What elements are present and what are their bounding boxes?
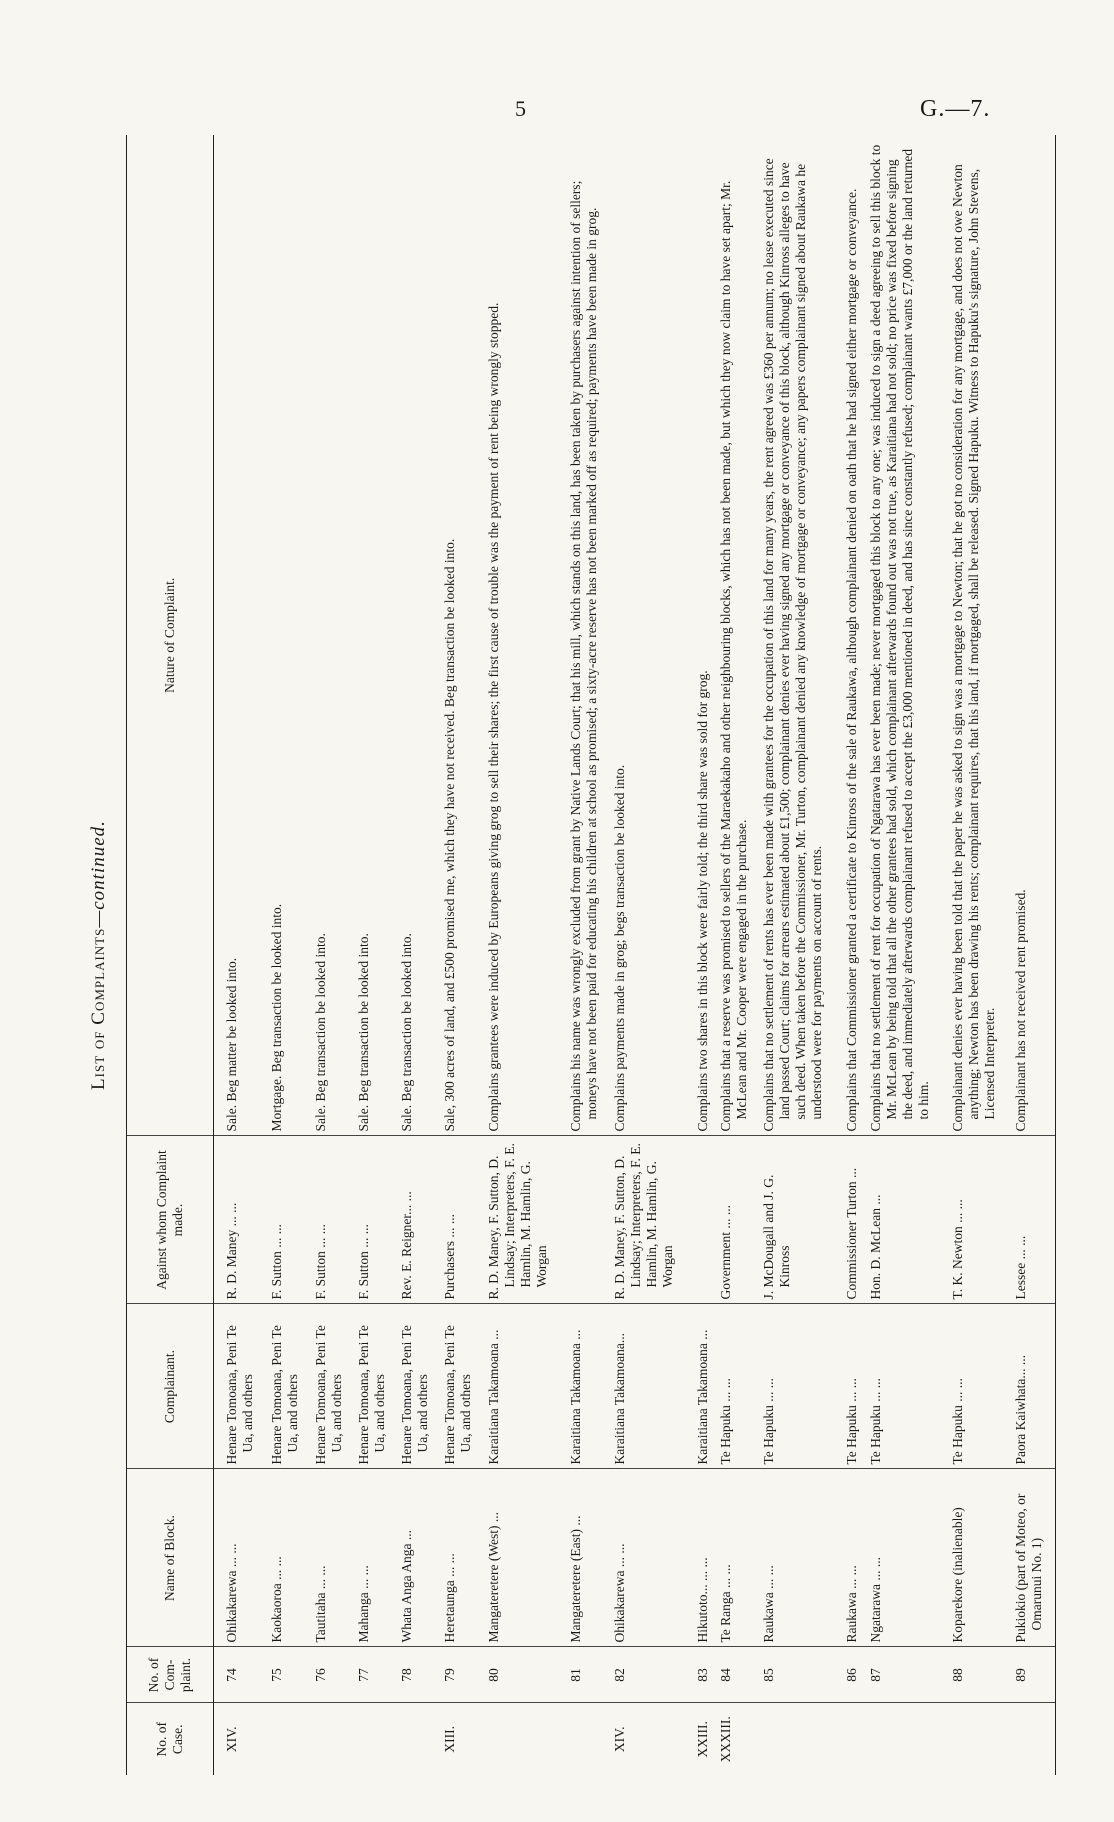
complaint-no-cell: 82 <box>610 1647 693 1703</box>
against-cell: Rev. E. Reigner... ... <box>397 1136 440 1304</box>
complaint-no-cell: 79 <box>440 1647 483 1703</box>
complaint-no-cell: 81 <box>566 1647 609 1703</box>
complaint-no-cell: 84 <box>716 1647 759 1703</box>
table-header-row <box>127 135 214 1775</box>
header-nature: Nature of Complaint. <box>127 135 214 1136</box>
block-name-cell: Ohikakarewa ... ... <box>214 1469 268 1647</box>
against-cell: Government ... ... <box>716 1136 759 1304</box>
complaint-no-cell: 89 <box>1011 1647 1055 1703</box>
block-name-cell: Hikutoto... ... ... <box>693 1469 716 1647</box>
against-cell: Lessee ... ... <box>1011 1136 1055 1304</box>
header-case-no: No. of Case. <box>127 1703 214 1775</box>
complainant-cell: Henare Tomoana, Peni Te Ua, and others <box>267 1304 310 1469</box>
block-name-cell: Ohikakarewa ... ... <box>610 1469 693 1647</box>
nature-cell: Complains that a reserve was promised to sellers of the Maraekakaho and other neighbouring blocks, which has not been made, but which they now claim to have set apart; Mr. McLean and Mr. Cooper were engaged in the purchase. <box>716 135 759 1136</box>
block-name-cell: Mangateretere (West) ... <box>484 1469 567 1647</box>
complaint-no-cell: 88 <box>948 1647 1011 1703</box>
against-cell: F. Sutton ... ... <box>354 1136 397 1304</box>
title-main: List of Complaints <box>88 927 109 1090</box>
case-no-cell <box>397 1703 440 1775</box>
nature-cell: Complains that Commissioner granted a certificate to Kinross of the sale of Raukawa, although complainant denied on oath that he had signed either mortgage or conveyance. <box>842 135 865 1136</box>
block-name-cell: Pukiokio (part of Moteo, or Omarunui No. 1) <box>1011 1469 1055 1647</box>
complaint-no-cell: 74 <box>214 1647 268 1703</box>
complaint-no-cell: 83 <box>693 1647 716 1703</box>
block-name-cell: Raukawa ... ... <box>842 1469 865 1647</box>
header-complaint-no: No. of Com- plaint. <box>127 1647 214 1703</box>
against-cell: T. K. Newton ... ... <box>948 1136 1011 1304</box>
case-no-cell <box>566 1703 609 1775</box>
table-row <box>484 135 567 1775</box>
page-title <box>80 135 118 1775</box>
table-row <box>866 135 949 1775</box>
complaint-no-cell: 77 <box>354 1647 397 1703</box>
against-cell: F. Sutton ... ... <box>267 1136 310 1304</box>
block-name-cell: Mahanga ... ... <box>354 1469 397 1647</box>
against-cell: Hon. D. McLean ... <box>866 1136 949 1304</box>
table-row <box>1011 135 1055 1775</box>
nature-cell: Mortgage. Beg transaction be looked into. <box>267 135 310 1136</box>
table-row <box>566 135 609 1775</box>
table-row <box>214 135 268 1775</box>
against-cell: R. D. Maney, F. Sutton, D. Lindsay; Interpreters, F. E. Hamlin, M. Hamlin, G. Worgan <box>610 1136 693 1304</box>
complainant-cell: Henare Tomoana, Peni Te Ua, and others <box>311 1304 354 1469</box>
complainant-cell: Karaitiana Takamoana ... <box>484 1304 567 1469</box>
block-name-cell: Whata Anga Anga ... <box>397 1469 440 1647</box>
case-no-cell <box>311 1703 354 1775</box>
block-name-cell: Tautitaha ... ... <box>311 1469 354 1647</box>
case-no-cell <box>1011 1703 1055 1775</box>
against-cell <box>693 1136 716 1304</box>
table-row <box>842 135 865 1775</box>
table-row <box>693 135 716 1775</box>
case-no-cell: XIII. <box>442 1725 458 1753</box>
table-row <box>267 135 310 1775</box>
nature-cell: Sale. Beg transaction be looked into. <box>311 135 354 1136</box>
complainant-cell: Karaitiana Takamoana ... <box>566 1304 609 1469</box>
block-name-cell: Kaokaoroa ... ... <box>267 1469 310 1647</box>
table-row <box>397 135 440 1775</box>
complainant-cell: Henare Tomoana, Peni Te Ua, and others <box>214 1304 268 1469</box>
case-no-cell <box>759 1703 842 1775</box>
case-no-cell <box>948 1703 1011 1775</box>
case-no-cell: XXXIII. <box>718 1716 734 1763</box>
case-no-cell: XIV. <box>224 1726 239 1753</box>
complaint-no-cell: 78 <box>397 1647 440 1703</box>
complainant-cell: Paora Kaiwhata... ... <box>1011 1304 1055 1469</box>
report-reference: G.—7. <box>920 96 991 122</box>
against-cell: Commissioner Turton ... <box>842 1136 865 1304</box>
complainant-cell: Te Hapuku ... ... <box>842 1304 865 1469</box>
complainant-cell: Te Hapuku ... ... <box>716 1304 759 1469</box>
complaints-table <box>126 135 1056 1775</box>
rotated-page-content <box>80 135 1060 1775</box>
header-block: Name of Block. <box>127 1469 214 1647</box>
case-no-cell <box>267 1703 310 1775</box>
nature-cell: Sale. Beg transaction be looked into. <box>354 135 397 1136</box>
page-number: 5 <box>515 96 526 121</box>
block-name-cell: Heretaunga ... ... <box>440 1469 483 1647</box>
nature-cell: Sale. Beg matter be looked into. <box>214 135 268 1136</box>
nature-cell: Complains that no settlement of rents has ever been made with grantees for the occupation of this land for many years, the rent agreed was £360 per annum; no lease executed since land passed Court; claims for arrears estimated about £1,500; complainant denies ever having signed any mortgage or conveyance of this block, although Kinross alleges to have such deed. When taken before the Commissioner, Mr. Turton, complainant denied any knowledge of mortgage or conveyance; any papers complainant signed about Raukawa he understood were for payments on account of rents. <box>759 135 842 1136</box>
against-cell: Purchasers ... ... <box>440 1136 483 1304</box>
complaint-no-cell: 75 <box>267 1647 310 1703</box>
against-cell: R. D. Maney, F. Sutton, D. Lindsay; Interpreters, F. E. Hamlin, M. Hamlin, G. Worgan <box>484 1136 567 1304</box>
complaint-no-cell: 80 <box>484 1647 567 1703</box>
nature-cell: Sale. Beg transaction be looked into. <box>397 135 440 1136</box>
header-against: Against whom Complaint made. <box>127 1136 214 1304</box>
case-no-cell: XXIII. <box>694 1721 710 1758</box>
table-row <box>610 135 693 1775</box>
against-cell <box>566 1136 609 1304</box>
table-row <box>759 135 842 1775</box>
complaint-no-cell: 76 <box>311 1647 354 1703</box>
block-name-cell: Te Ranga ... ... <box>716 1469 759 1647</box>
table-row <box>948 135 1011 1775</box>
title-suffix: —continued. <box>88 820 109 928</box>
nature-cell: Complains payments made in grog; begs transaction be looked into. <box>610 135 693 1136</box>
case-no-cell <box>484 1703 567 1775</box>
case-no-cell: XIV. <box>611 1726 627 1753</box>
nature-cell: Complains that no settlement of rent for occupation of Ngatarawa has ever been made; never mortgaged this block to any one; was induced to sign a deed agreeing to sell this block to Mr. McLean by being told that all the other grantees had sold, which complainant afterwards found out was not true, as Karaitiana had not sold; no price was fixed before signing the deed, and immediately afterwards complainant refused to accept the £3,000 mentioned in deed, and has since constantly refused; complainant wants £7,000 or the land returned to him. <box>866 135 949 1136</box>
case-no-cell <box>842 1703 865 1775</box>
against-cell: F. Sutton ... ... <box>311 1136 354 1304</box>
table-row <box>311 135 354 1775</box>
complaint-no-cell: 85 <box>759 1647 842 1703</box>
complainant-cell: Karaitiana Takamoana... <box>610 1304 693 1469</box>
complaint-no-cell: 86 <box>842 1647 865 1703</box>
complainant-cell: Karaitiana Takamoana ... <box>693 1304 716 1469</box>
table-row <box>716 135 759 1775</box>
complainant-cell: Henare Tomoana, Peni Te Ua, and others <box>440 1304 483 1469</box>
block-name-cell: Koparekore (inalienable) <box>948 1469 1011 1647</box>
table-row <box>354 135 397 1775</box>
block-name-cell: Mangateretere (East) ... <box>566 1469 609 1647</box>
complainant-cell: Henare Tomoana, Peni Te Ua, and others <box>354 1304 397 1469</box>
block-name-cell: Ngatarawa ... ... <box>866 1469 949 1647</box>
table-row <box>440 135 483 1775</box>
header-complainant: Complainant. <box>127 1304 214 1469</box>
against-cell: J. McDougall and J. G. Kinross <box>759 1136 842 1304</box>
nature-cell: Sale, 300 acres of land, and £500 promised me, which they have not received. Beg transaction be looked into. <box>440 135 483 1136</box>
against-cell: R. D. Maney ... ... <box>214 1136 268 1304</box>
case-no-cell <box>866 1703 949 1775</box>
nature-cell: Complains two shares in this block were fairly told; the third share was sold for grog. <box>693 135 716 1136</box>
nature-cell: Complainant has not received rent promised. <box>1011 135 1055 1136</box>
case-no-cell <box>354 1703 397 1775</box>
nature-cell: Complainant denies ever having been told that the paper he was asked to sign was a mortgage to Newton; that he got no consideration for any mortgage, and does not owe Newton anything; Newton has been drawing his rents; complainant requires, that his land, if mortgaged, shall be released. Signed Hapuku. Witness to Hapuku's signature, John Stevens, Licensed Interpreter. <box>948 135 1011 1136</box>
complainant-cell: Te Hapuku ... ... <box>759 1304 842 1469</box>
complainant-cell: Te Hapuku ... ... <box>866 1304 949 1469</box>
nature-cell: Complains his name was wrongly excluded from grant by Native Lands Court; that his mill, which stands on this land, has been taken by purchasers against intention of sellers; moneys have not been paid for educating his children at school as promised; a sixty-acre reserve has not been marked off as required; payments have been made in grog. <box>566 135 609 1136</box>
complaint-no-cell: 87 <box>866 1647 949 1703</box>
complainant-cell: Henare Tomoana, Peni Te Ua, and others <box>397 1304 440 1469</box>
block-name-cell: Raukawa ... ... <box>759 1469 842 1647</box>
nature-cell: Complains grantees were induced by Europeans giving grog to sell their shares; the first cause of trouble was the payment of rent being wrongly stopped. <box>484 135 567 1136</box>
complainant-cell: Te Hapuku ... ... <box>948 1304 1011 1469</box>
